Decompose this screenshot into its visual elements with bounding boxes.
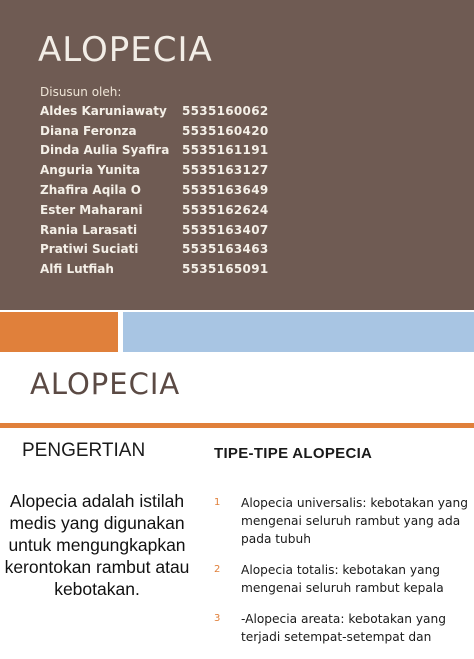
author-row bbox=[40, 220, 400, 240]
author-nim: 5535163127 bbox=[182, 163, 269, 178]
list-number: 1 bbox=[214, 497, 221, 508]
author-nim: 5535163463 bbox=[182, 242, 269, 257]
author-nim: 5535160062 bbox=[182, 103, 269, 118]
author-nim: 5535165091 bbox=[182, 262, 269, 277]
author-nim: 5535163407 bbox=[182, 222, 269, 237]
author-name: Ester Maharani bbox=[40, 202, 143, 217]
slide2-title: ALOPECIA bbox=[30, 367, 181, 401]
pengertian-text: Alopecia adalah istilah medis yang digunakan untuk mengungkapkan kerontokan rambut atau kebotakan. bbox=[4, 491, 190, 599]
accent-bar-blue bbox=[123, 312, 474, 352]
author-name: Alfi Lutfiah bbox=[40, 262, 114, 277]
title-slide bbox=[0, 0, 474, 310]
pengertian-heading: PENGERTIAN bbox=[22, 440, 146, 461]
author-row bbox=[40, 160, 400, 180]
author-row bbox=[40, 121, 400, 141]
author-nim: 5535162624 bbox=[182, 202, 269, 217]
slide-title: ALOPECIA bbox=[38, 30, 213, 70]
author-row bbox=[40, 101, 400, 121]
accent-bar-orange bbox=[0, 312, 118, 352]
author-row bbox=[40, 141, 400, 161]
list-number: 3 bbox=[214, 613, 221, 624]
list-item bbox=[210, 561, 472, 597]
author-name: Diana Feronza bbox=[40, 123, 137, 138]
authors-label: Disusun oleh: bbox=[40, 85, 122, 99]
author-name: Pratiwi Suciati bbox=[40, 242, 139, 257]
title-divider bbox=[0, 423, 474, 428]
list-item bbox=[210, 610, 472, 646]
author-name: Aldes Karuniawaty bbox=[40, 103, 167, 118]
tipe-heading: TIPE-TIPE ALOPECIA bbox=[214, 445, 373, 462]
list-item-text: Alopecia universalis: kebotakan yang mengenai seluruh rambut yang ada pada tubuh bbox=[241, 496, 468, 546]
author-name: Anguria Yunita bbox=[40, 163, 141, 178]
author-row bbox=[40, 259, 400, 279]
author-name: Rania Larasati bbox=[40, 222, 138, 237]
author-row bbox=[40, 200, 400, 220]
list-item bbox=[210, 494, 472, 548]
author-nim: 5535161191 bbox=[182, 143, 269, 158]
tipe-list bbox=[210, 494, 472, 659]
list-item-text: -Alopecia areata: kebotakan yang terjadi setempat-setempat dan bbox=[241, 612, 446, 644]
author-row bbox=[40, 240, 400, 260]
author-nim: 5535163649 bbox=[182, 183, 269, 198]
list-item-text: Alopecia totalis: kebotakan yang mengenai seluruh rambut kepala bbox=[241, 563, 444, 595]
author-name: Dinda Aulia Syafira bbox=[40, 143, 170, 158]
author-name: Zhafira Aqila O bbox=[40, 183, 142, 198]
author-list bbox=[40, 101, 400, 279]
author-nim: 5535160420 bbox=[182, 123, 269, 138]
author-row bbox=[40, 180, 400, 200]
list-number: 2 bbox=[214, 564, 221, 575]
